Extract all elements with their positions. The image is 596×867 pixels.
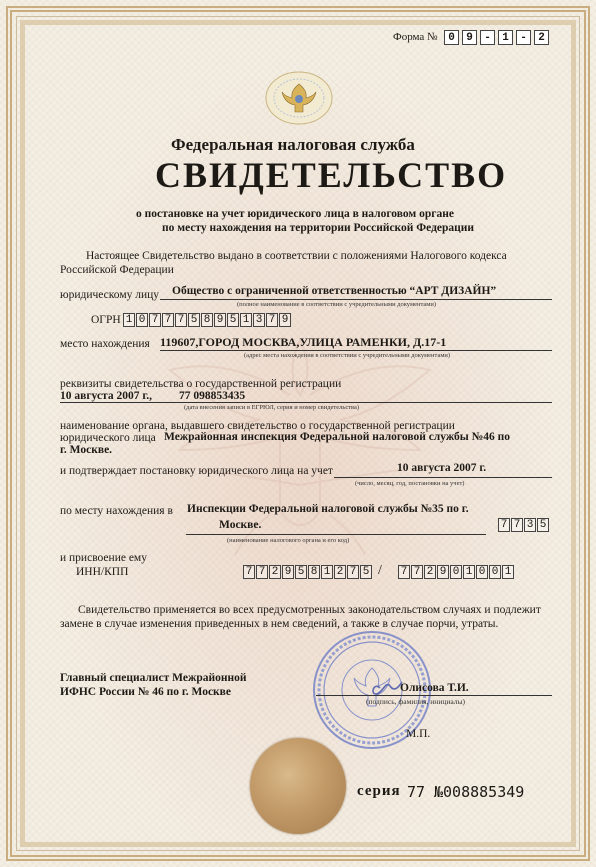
applies-line-1: Свидетельство применяется во всех предусмотренных законодательством случаях и подлежит bbox=[78, 604, 541, 616]
digit-cell: 1 bbox=[123, 313, 135, 327]
digit-cell: 7 bbox=[243, 565, 255, 579]
digit-cell: 9 bbox=[282, 565, 294, 579]
digit-cell: 5 bbox=[360, 565, 372, 579]
digit-cell: 0 bbox=[489, 565, 501, 579]
intro-line-2: Российской Федерации bbox=[60, 264, 174, 276]
digit-cell: 2 bbox=[269, 565, 281, 579]
digit-cell: 8 bbox=[308, 565, 320, 579]
digit-cell: 7 bbox=[347, 565, 359, 579]
tax-office-code bbox=[498, 518, 550, 532]
entity-underline bbox=[160, 299, 552, 300]
intro-line-1: Настоящее Свидетельство выдано в соответствии с положениями Налогового кодекса bbox=[86, 250, 507, 262]
digit-cell: 7 bbox=[411, 565, 423, 579]
subtitle-line-1: о постановке на учет юридического лица в налоговом органе bbox=[136, 208, 454, 220]
series-label: серия bbox=[357, 783, 401, 799]
registration-label: реквизиты свидетельства о государственной регистрации bbox=[60, 378, 342, 390]
digit-cell: 9 bbox=[437, 565, 449, 579]
digit-cell: 9 bbox=[462, 30, 477, 45]
entity-caption: (полное наименование в соответствии с учредительными документами) bbox=[237, 301, 437, 308]
registration-number: 77 098853435 bbox=[179, 390, 246, 402]
digit-cell: 1 bbox=[498, 30, 513, 45]
confirm-underline bbox=[334, 477, 552, 478]
digit-cell: 2 bbox=[534, 30, 549, 45]
registration-date: 10 августа 2007 г., bbox=[60, 390, 153, 402]
fns-emblem-icon bbox=[264, 70, 334, 126]
digit-cell: 1 bbox=[502, 565, 514, 579]
entity-label: юридическому лицу bbox=[60, 289, 160, 301]
digit-cell: 1 bbox=[321, 565, 333, 579]
tax-office-value-1: Инспекции Федеральной налоговой службы №35 по г. bbox=[187, 503, 469, 515]
issuer-label-1: наименование органа, выдавшего свидетельство о государственной регистрации bbox=[60, 420, 455, 432]
location-underline bbox=[160, 350, 552, 351]
digit-cell: 7 bbox=[256, 565, 268, 579]
kpp-number bbox=[398, 565, 515, 579]
digit-cell: 2 bbox=[334, 565, 346, 579]
service-name: Федеральная налоговая служба bbox=[171, 135, 415, 154]
ogrn-label: ОГРН bbox=[91, 314, 121, 326]
confirm-caption: (число, месяц, год, постановки на учет) bbox=[355, 480, 465, 487]
digit-cell: 0 bbox=[450, 565, 462, 579]
registration-caption: (дата внесения записи в ЕГРЮЛ, серия и номер свидетельства) bbox=[184, 404, 360, 411]
subtitle-line-2: по месту нахождения на территории Российской Федерации bbox=[162, 222, 475, 234]
digit-cell: 0 bbox=[444, 30, 459, 45]
digit-cell: 7 bbox=[175, 313, 187, 327]
ogrn-number bbox=[123, 313, 292, 327]
certificate-number: №008885349 bbox=[434, 783, 525, 801]
inn-kpp-separator: / bbox=[378, 563, 382, 578]
inn-label-2: ИНН/КПП bbox=[76, 566, 129, 578]
digit-cell: 5 bbox=[227, 313, 239, 327]
issuer-label-2: юридического лица bbox=[60, 432, 156, 444]
registration-underline bbox=[60, 402, 552, 403]
official-title-1: Главный специалист Межрайонной bbox=[60, 672, 247, 684]
digit-cell: 5 bbox=[537, 518, 549, 532]
tax-office-value-2: Москве. bbox=[219, 519, 262, 531]
issuer-value-2: г. Москве. bbox=[60, 444, 113, 456]
digit-cell: - bbox=[516, 30, 531, 45]
series-value: 77 bbox=[407, 783, 426, 801]
confirm-label: и подтверждает постановку юридического лица на учет bbox=[60, 465, 333, 477]
digit-cell: 9 bbox=[279, 313, 291, 327]
digit-cell: 3 bbox=[524, 518, 536, 532]
signature-underline bbox=[316, 695, 552, 696]
digit-cell: 7 bbox=[162, 313, 174, 327]
digit-cell: 8 bbox=[201, 313, 213, 327]
tax-office-caption: (наименование налогового органа и его код) bbox=[227, 537, 350, 544]
digit-cell: 9 bbox=[214, 313, 226, 327]
digit-cell: 7 bbox=[498, 518, 510, 532]
gold-seal-icon bbox=[250, 738, 346, 834]
digit-cell: 1 bbox=[240, 313, 252, 327]
document-title: СВИДЕТЕЛЬСТВО bbox=[155, 155, 508, 195]
digit-cell: 5 bbox=[295, 565, 307, 579]
digit-cell: 7 bbox=[511, 518, 523, 532]
confirm-date: 10 августа 2007 г. bbox=[397, 462, 487, 474]
entity-value: Общество с ограниченной ответственностью “АРТ ДИЗАЙН” bbox=[172, 285, 497, 297]
form-label: Форма № bbox=[393, 31, 438, 43]
location-value: 119607,ГОРОД МОСКВА,УЛИЦА РАМЕНКИ, Д.17-1 bbox=[160, 335, 447, 349]
tax-office-label: по месту нахождения в bbox=[60, 505, 173, 517]
digit-cell: - bbox=[480, 30, 495, 45]
digit-cell: 7 bbox=[149, 313, 161, 327]
digit-cell: 5 bbox=[188, 313, 200, 327]
digit-cell: 2 bbox=[424, 565, 436, 579]
official-title-2: ИФНС России № 46 по г. Москве bbox=[60, 686, 232, 698]
issuer-value-1: Межрайонная инспекция Федеральной налоговой службы №46 по bbox=[164, 431, 510, 443]
inn-number bbox=[243, 565, 373, 579]
tax-office-underline bbox=[186, 534, 486, 535]
digit-cell: 7 bbox=[398, 565, 410, 579]
location-caption: (адрес места нахождения в соответствии с учредительными документами) bbox=[244, 352, 451, 359]
digit-cell: 7 bbox=[266, 313, 278, 327]
signer-caption: (подпись, фамилия, инициалы) bbox=[366, 697, 466, 706]
location-label: место нахождения bbox=[60, 338, 150, 350]
seal-place-label: М.П. bbox=[406, 728, 431, 740]
digit-cell: 0 bbox=[136, 313, 148, 327]
digit-cell: 3 bbox=[253, 313, 265, 327]
digit-cell: 0 bbox=[476, 565, 488, 579]
digit-cell: 1 bbox=[463, 565, 475, 579]
signer-name: Олисова Т.И. bbox=[400, 682, 469, 694]
applies-line-2: замене в случае изменения приведенных в нем сведений, а также в случае порчи, утраты. bbox=[60, 618, 499, 630]
inn-label-1: и присвоение ему bbox=[60, 552, 147, 564]
form-number bbox=[444, 30, 552, 45]
